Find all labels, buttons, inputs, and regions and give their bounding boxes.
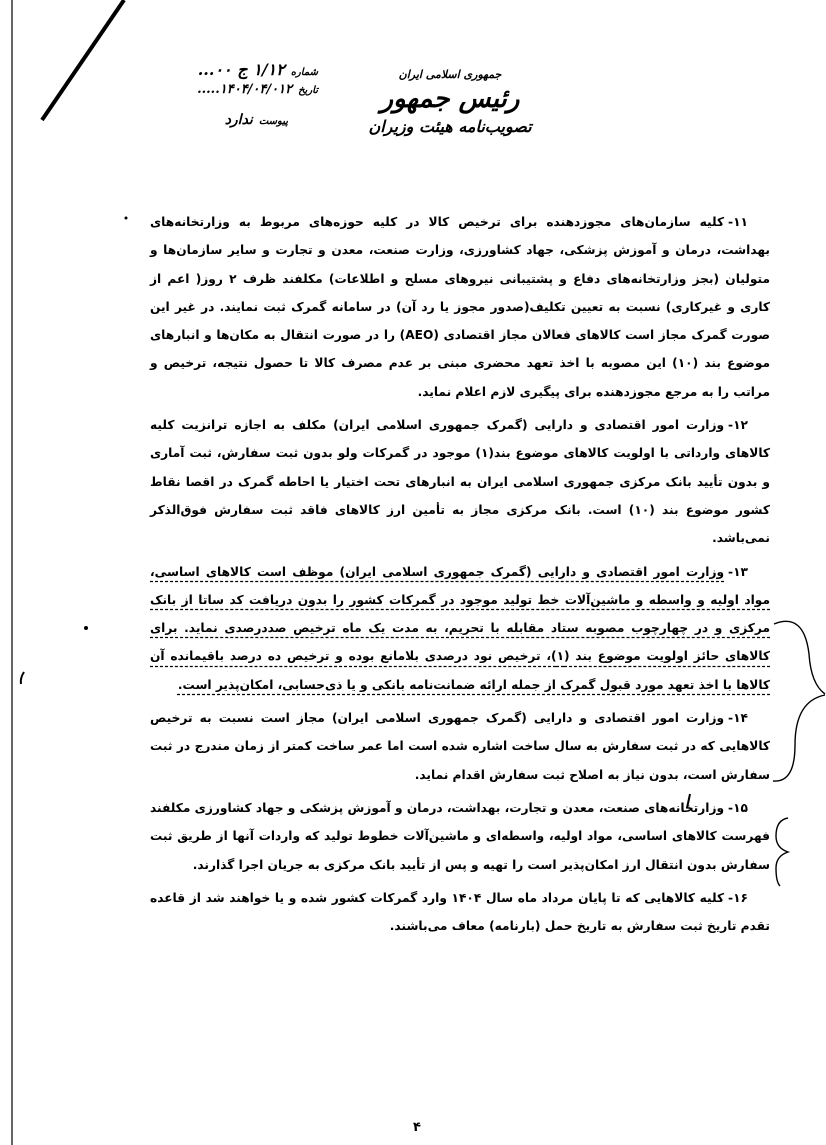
clause-number: ۱۳-	[728, 564, 748, 579]
clause-text: کلیه سازمان‌های مجوزدهنده برای ترخیص کالا در کلیه حوزه‌های مربوط به وزارتخانه‌های بهداشت، درمان و آموزش پزشکی، جهاد کشاورزی، وزارت صنعت، معدن و تجارت و سایر سازمان‌ها و متولیان (بجز وزارتخانه‌های دفاع و پشتیبانی نیروهای مسلح و اطلاعات) مکلفند ظرف ۲ روز( اعم از کاری و غیرکاری) نسبت به تعیین تکلیف(صدور مجوز یا رد آن) در سامانه گمرک ثبت نمایند. در غیر این صورت گمرک مجاز است کالاهای فعالان مجاز اقتصادی (AEO) را در صورت انتقال به مکان‌ها و انبارهای موضوع بند (۱۰) این مصوبه با اخذ تعهد محضری مبنی بر عدم مصرف کالا تا حصول نتیجه، ترخیص و مراتب را به مرجع مجوزدهنده برای پیگیری لازم اعلام نماید.	[150, 215, 771, 399]
document-meta	[118, 60, 318, 134]
clause-12	[150, 411, 770, 552]
brace-item-13-bottom	[773, 695, 825, 781]
document-body	[150, 208, 770, 945]
number-value: ۱/۱۲ ج ۰۰...	[197, 60, 285, 79]
page-number: ۴	[413, 1120, 421, 1135]
clause-text: وزارت امور اقتصادی و دارایی (گمرک جمهوری اسلامی ایران) مکلف به اجازه ترانزیت کلیه کالاهای وارداتی با اولویت کالاهای موضوع بند(۱) موجود در گمرکات ولو بدون ثبت سفارش، ثبت آماری و بدون تأیید بانک مرکزی جمهوری اسلامی ایران به انبارهای تحت اختیار یا احاطه گمرک در اقصا نقاط کشور موضوع بند (۱۰) است. بانک مرکزی مجاز به تأمین ارز کالاهای فاقد ثبت سفارش فوق‌الذکر نمی‌باشد.	[150, 418, 770, 546]
clause-15	[150, 794, 770, 879]
number-label: شماره	[290, 67, 318, 78]
letterhead-country: جمهوری اسلامی ایران	[398, 68, 502, 81]
clause-text: وزارتخانه‌های صنعت، معدن و تجارت، بهداشت، درمان و آموزش پزشکی و جهاد کشاورزی مکلفند فهرست کالاهای اساسی، مواد اولیه، واسطه‌ای و ماشین‌آلات خطوط تولید که واردات آنها از طریق ثبت سفارش بدون انتقال ارز امکان‌پذیر است را تهیه و پس از تأیید بانک مرکزی به جریان اجرا گذارند.	[150, 800, 770, 872]
date-value: ۱۴۰۴/۰۴/۰۱۲.....	[197, 82, 293, 97]
number-row	[118, 60, 318, 82]
clause-number: ۱۴-	[728, 711, 748, 726]
clause-text: وزارت امور اقتصادی و دارایی (گمرک جمهوری اسلامی ایران) مجاز است نسبت به ترخیص کالاهایی که در ثبت سفارش به سال ساخت اشاره شده است اما عمر ساخت کمتر از زمان مندرج در ثبت سفارش است، بدون نیاز به اصلاح ثبت سفارش اقدام نماید.	[150, 711, 770, 782]
brace-item-14	[776, 818, 788, 886]
clause-number: ۱۲-	[728, 418, 748, 433]
clause-text: وزارت امور اقتصادی و دارایی (گمرک جمهوری اسلامی ایران) موظف است کالاهای اساسی، مواد اولیه و واسطه و ماشین‌آلات خط تولید موجود در گمرکات کشور را بدون دریافت کد ساتا از بانک مرکزی و در چهارچوب مصوبه ستاد مقابله با تحریم، به مدت یک ماه ترخیص صددرصدی نماید. برای کالاهای حائز اولویت موضوع بند (۱)، ترخیص نود درصدی بلامانع بوده و ترخیص ده درصد باقیمانده آن کالاها با اخذ تعهد مورد قبول گمرک از جمله ارائه ضمانت‌نامه بانکی و یا ذی‌حسابی، امکان‌پذیر است.	[150, 564, 770, 692]
attachment-value: ندارد	[224, 112, 253, 128]
clause-text: کلیه کالاهایی که تا پایان مرداد ماه سال ۱۴۰۴ وارد گمرکات کشور شده و یا خواهند شد از قاعده تقدم تاریخ ثبت سفارش به تاریخ حمل (بارنامه) معاف می‌باشند.	[150, 890, 770, 934]
brace-item-13-top	[774, 621, 825, 694]
letterhead-office: رئیس جمهور	[380, 84, 520, 114]
clause-13	[150, 558, 770, 699]
letterhead-subtitle: تصویب‌نامه هیئت وزیران	[368, 117, 532, 136]
clause-number: ۱۵-	[728, 800, 748, 815]
attachment-row	[118, 112, 318, 134]
attachment-label: پیوست	[258, 116, 288, 127]
clause-number: ۱۱-	[728, 215, 748, 229]
left-margin-tick	[21, 672, 24, 684]
clause-number: ۱۶-	[728, 890, 748, 905]
date-row	[118, 82, 318, 104]
date-label: تاریخ	[298, 85, 318, 96]
diagonal-stroke-mark	[42, 0, 124, 120]
clause-16	[150, 884, 770, 941]
clause-14	[150, 704, 770, 789]
clause-11	[150, 208, 770, 406]
letterhead	[360, 68, 540, 138]
